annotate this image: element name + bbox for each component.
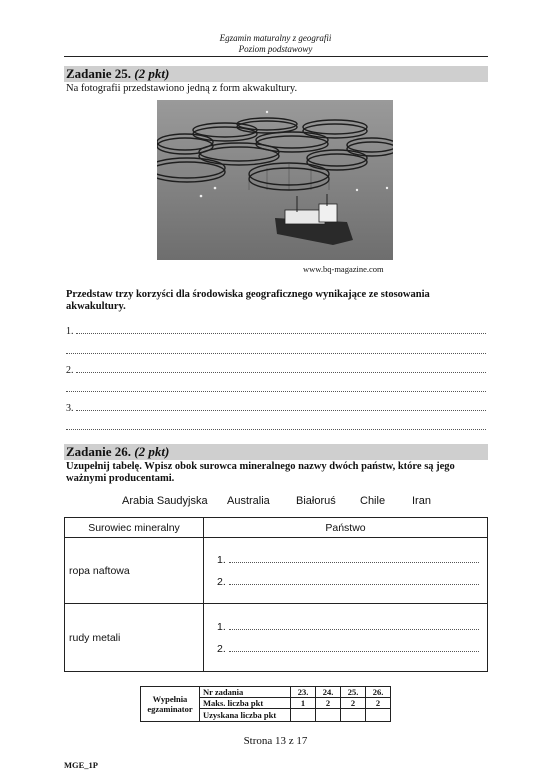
country-answer-cell[interactable] bbox=[204, 604, 488, 672]
resources-table bbox=[64, 517, 488, 672]
answer-line-2[interactable] bbox=[66, 364, 486, 376]
word-bank-item: Chile bbox=[360, 495, 386, 507]
exam-title: Egzamin maturalny z geografii bbox=[219, 33, 332, 43]
fish-farm-image bbox=[157, 100, 393, 260]
resource-name: rudy metali bbox=[65, 604, 204, 672]
country-answer-line[interactable] bbox=[205, 576, 486, 588]
max-points-cell: 2 bbox=[366, 698, 391, 709]
col-header-resource: Surowiec mineralny bbox=[65, 518, 204, 538]
page-number: Strona 13 z 17 bbox=[243, 735, 308, 747]
task-26-title bbox=[66, 444, 169, 460]
country-answer-line[interactable] bbox=[205, 554, 486, 566]
answer-number-1: 1. bbox=[66, 326, 74, 337]
obtained-points-cell[interactable] bbox=[291, 709, 316, 722]
task-25-question-line1: Przedstaw trzy korzyści dla środowiska geograficznego wynikające ze stosowania bbox=[66, 289, 430, 300]
max-points-cell: 2 bbox=[341, 698, 366, 709]
obtained-points-cell[interactable] bbox=[341, 709, 366, 722]
answer-number: 2. bbox=[217, 575, 226, 588]
word-bank-item: Australia bbox=[227, 495, 270, 507]
examiner-label-line1: Wypełnia bbox=[152, 694, 188, 704]
max-points-cell: 1 bbox=[291, 698, 316, 709]
answer-number: 1. bbox=[217, 620, 226, 633]
task-25-points: (2 pkt) bbox=[134, 66, 170, 81]
answer-line-3[interactable] bbox=[66, 402, 486, 414]
task-25-number: Zadanie 25. bbox=[66, 66, 132, 81]
country-answer-cell[interactable] bbox=[204, 538, 488, 604]
word-bank-item: Arabia Saudyjska bbox=[122, 495, 208, 507]
aquaculture-photo bbox=[157, 100, 393, 260]
task-25-title bbox=[66, 66, 169, 82]
exam-code: MGE_1P bbox=[64, 760, 98, 770]
answer-line-1[interactable] bbox=[66, 325, 486, 337]
task-26-points: (2 pkt) bbox=[134, 444, 170, 459]
task-number-cell: 23. bbox=[291, 687, 316, 698]
answer-number-2: 2. bbox=[66, 365, 74, 376]
answer-line-2b[interactable] bbox=[66, 383, 486, 395]
col-header-country: Państwo bbox=[204, 518, 488, 538]
examiner-label bbox=[141, 687, 200, 722]
word-bank-item: Białoruś bbox=[296, 495, 336, 507]
obtained-points-cell[interactable] bbox=[316, 709, 341, 722]
answer-number: 1. bbox=[217, 553, 226, 566]
examiner-table bbox=[140, 686, 391, 722]
table-row bbox=[65, 604, 488, 672]
answer-number-3: 3. bbox=[66, 403, 74, 414]
header-divider bbox=[64, 56, 488, 57]
obtained-points-cell[interactable] bbox=[366, 709, 391, 722]
examiner-label-line2: egzaminator bbox=[147, 704, 193, 714]
row-label-task-number: Nr zadania bbox=[200, 687, 291, 698]
task-26-instruction-line2: ważnymi producentami. bbox=[66, 473, 175, 484]
row-label-obtained-points: Uzyskana liczba pkt bbox=[200, 709, 291, 722]
table-row bbox=[65, 538, 488, 604]
answer-line-1b[interactable] bbox=[66, 345, 486, 357]
row-label-max-points: Maks. liczba pkt bbox=[200, 698, 291, 709]
task-number-cell: 25. bbox=[341, 687, 366, 698]
word-bank-item: Iran bbox=[412, 495, 431, 507]
country-answer-line[interactable] bbox=[205, 621, 486, 633]
task-25-intro: Na fotografii przedstawiono jedną z form akwakultury. bbox=[66, 83, 298, 94]
answer-line-3b[interactable] bbox=[66, 421, 486, 433]
photo-caption: www.bq-magazine.com bbox=[303, 264, 384, 274]
max-points-cell: 2 bbox=[316, 698, 341, 709]
task-25-question-line2: akwakultury. bbox=[66, 301, 126, 312]
exam-level: Poziom podstawowy bbox=[238, 44, 313, 54]
task-26-number: Zadanie 26. bbox=[66, 444, 132, 459]
answer-number: 2. bbox=[217, 642, 226, 655]
task-26-instruction-line1: Uzupełnij tabelę. Wpisz obok surowca mineralnego nazwy dwóch państw, które są jego bbox=[66, 461, 455, 472]
country-answer-line[interactable] bbox=[205, 643, 486, 655]
task-number-cell: 24. bbox=[316, 687, 341, 698]
resource-name: ropa naftowa bbox=[65, 538, 204, 604]
task-number-cell: 26. bbox=[366, 687, 391, 698]
